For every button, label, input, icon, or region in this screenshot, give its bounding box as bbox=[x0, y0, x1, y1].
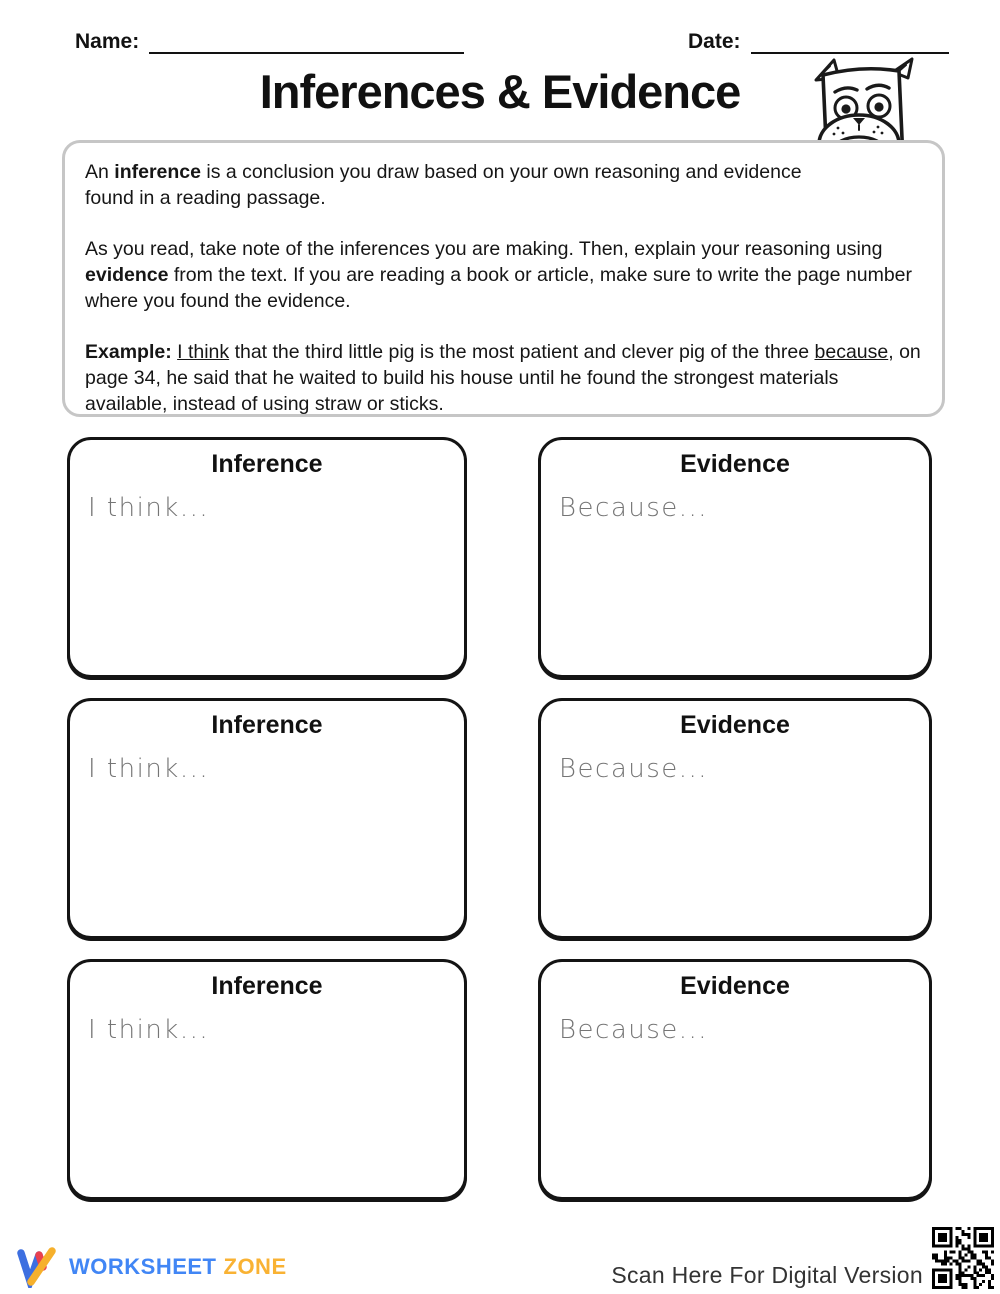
i-think-underlined: I think bbox=[177, 341, 230, 363]
box-heading: Evidence bbox=[680, 450, 790, 478]
scan-here-text: Scan Here For Digital Version bbox=[611, 1262, 923, 1288]
box-prompt: I think... bbox=[88, 493, 210, 523]
box-prompt: I think... bbox=[88, 754, 210, 784]
evidence-term: evidence bbox=[85, 264, 169, 286]
because-underlined: because bbox=[814, 341, 889, 363]
answer-boxes-grid bbox=[67, 437, 932, 1200]
brand-word-zone: ZONE bbox=[223, 1254, 287, 1279]
date-field-row bbox=[688, 30, 949, 54]
inference-term: inference bbox=[114, 161, 201, 183]
example-paragraph: Example: I think that the third little pig is the most patient and clever pig of the three because, on page 34, he said that he waited to build his house until he found the strongest materials available, instead of using straw or sticks. bbox=[85, 341, 921, 415]
name-label: Name: bbox=[75, 30, 140, 53]
page-title: Inferences & Evidence bbox=[259, 65, 741, 118]
qr-code bbox=[932, 1227, 994, 1289]
box-heading: Inference bbox=[211, 450, 323, 478]
inference-box-3[interactable] bbox=[67, 959, 467, 1200]
example-label: Example: bbox=[85, 341, 172, 363]
box-prompt: I think... bbox=[88, 1015, 210, 1045]
worksheetzone-logo-icon bbox=[16, 1246, 60, 1288]
box-heading: Evidence bbox=[680, 972, 790, 1000]
inference-box-1[interactable] bbox=[67, 437, 467, 678]
inference-box-2[interactable] bbox=[67, 698, 467, 939]
brand-word-worksheet: WORKSHEET bbox=[69, 1254, 217, 1279]
name-input-line[interactable] bbox=[149, 30, 464, 54]
date-input-line[interactable] bbox=[751, 30, 949, 54]
intro-paragraph-1: An inference is a conclusion you draw based on your own reasoning and evidence found in a reading passage. bbox=[85, 161, 802, 209]
directions-box bbox=[62, 140, 945, 417]
box-heading: Evidence bbox=[680, 711, 790, 739]
box-heading: Inference bbox=[211, 972, 323, 1000]
evidence-box-3[interactable] bbox=[538, 959, 932, 1200]
evidence-box-2[interactable] bbox=[538, 698, 932, 939]
box-prompt: Because... bbox=[559, 493, 709, 523]
box-heading: Inference bbox=[211, 711, 323, 739]
date-label: Date: bbox=[688, 30, 741, 53]
worksheetzone-logo bbox=[16, 1246, 287, 1288]
intro-paragraph-2: As you read, take note of the inferences you are making. Then, explain your reasoning using evidence from the text. If you are reading a book or article, make sure to write the page number where you found the evidence. bbox=[85, 238, 913, 312]
box-prompt: Because... bbox=[559, 754, 709, 784]
evidence-box-1[interactable] bbox=[538, 437, 932, 678]
box-prompt: Because... bbox=[559, 1015, 709, 1045]
name-field-row bbox=[75, 30, 464, 54]
